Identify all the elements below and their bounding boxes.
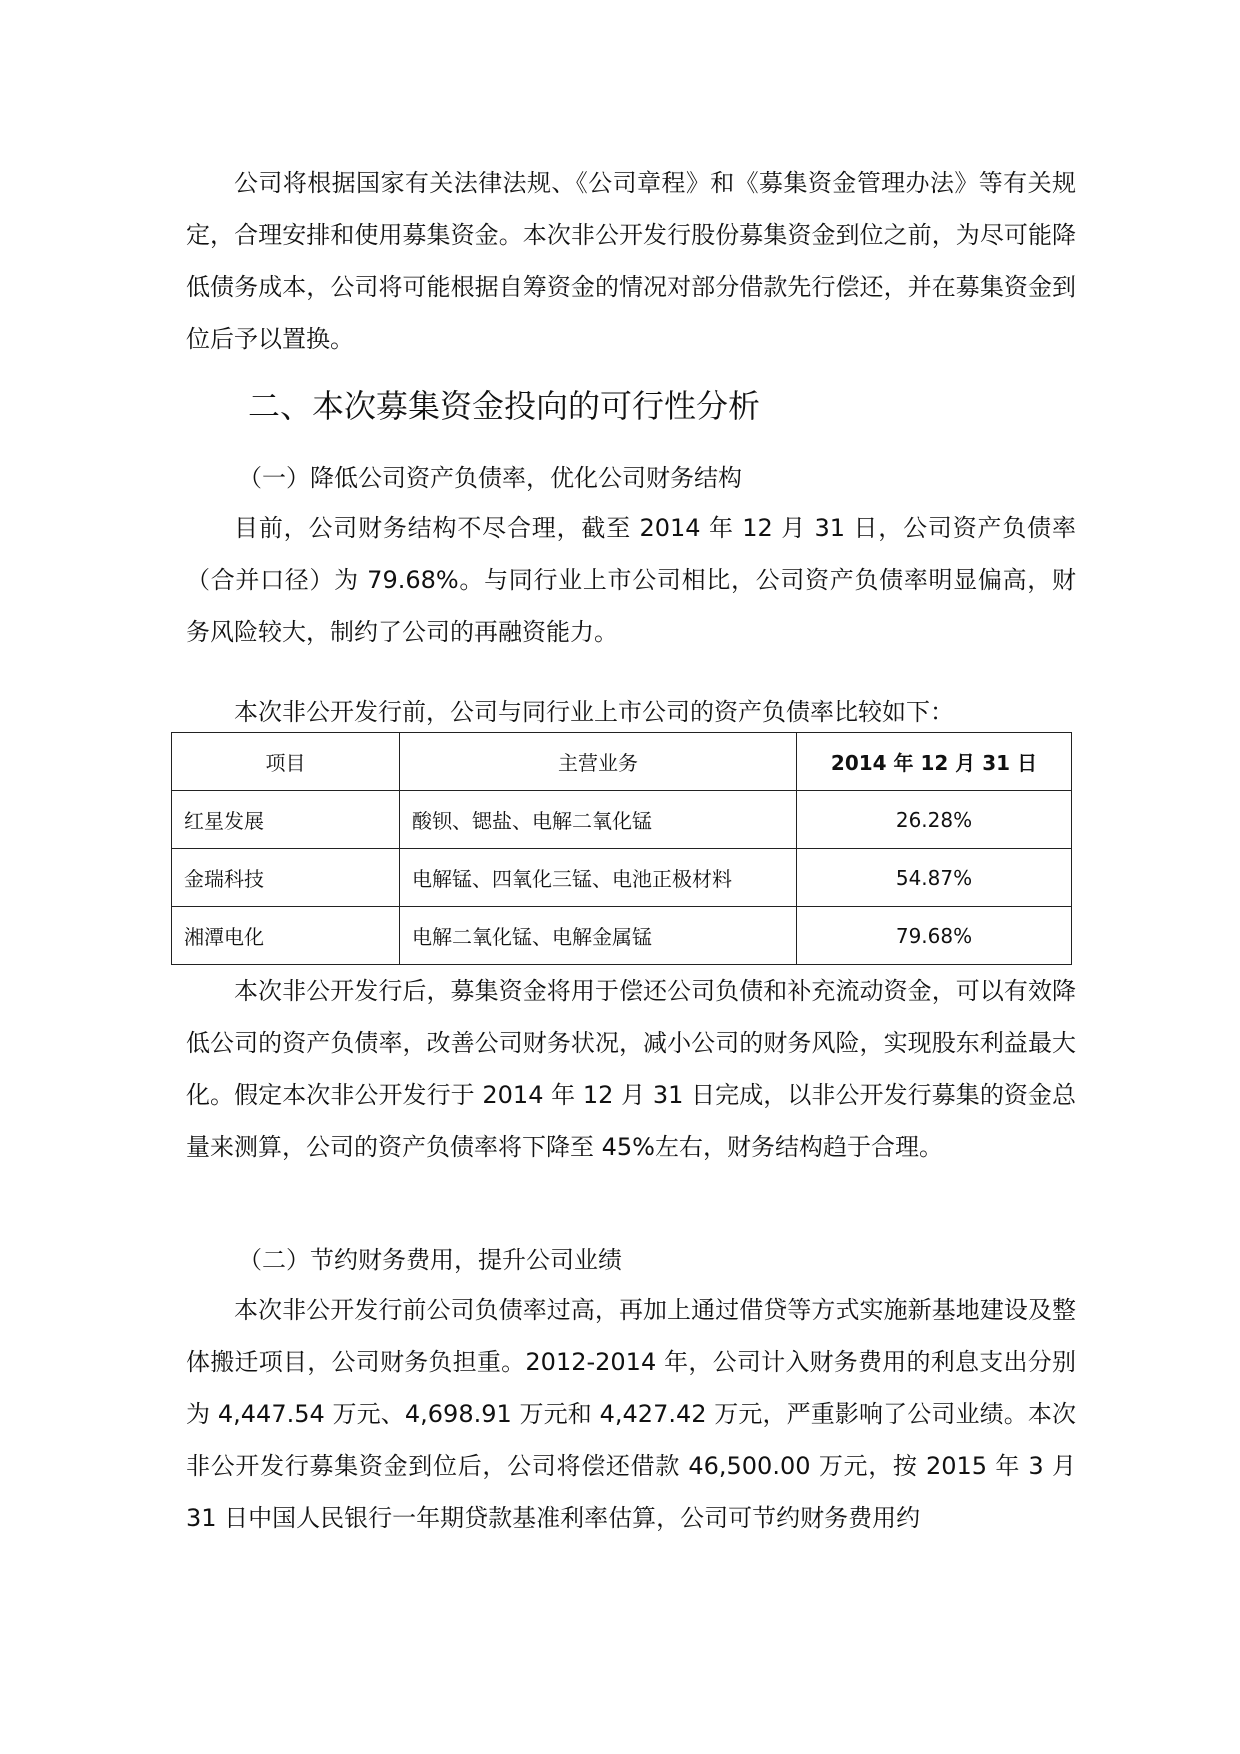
company-name: 湘潭电化 [172,907,400,965]
table-header-row [172,733,1072,791]
main-business: 电解锰、四氧化三锰、电池正极材料 [400,849,797,907]
main-business: 电解二氧化锰、电解金属锰 [400,907,797,965]
main-business: 酸钡、锶盐、电解二氧化锰 [400,791,797,849]
company-name: 红星发展 [172,791,400,849]
debt-ratio: 26.28% [797,791,1072,849]
subsection-2-paragraph: 本次非公开发行前公司负债率过高，再加上通过借贷等方式实施新基地建设及整体搬迁项目，公司财务负担重。2012-2014 年，公司计入财务费用的利息支出分别为 4,447.54 万元、4,698.91 万元和 4,427.42 万元，严重影响了公司业绩。本次非公开发行募集资金到位后，公司将偿还借款 46,500.00 万元，按 2015 年 3 月 31 日中国人民银行一年期贷款基准利率估算，公司可节约财务费用约 [186,1296,1076,1532]
header-business: 主营业务 [400,733,797,791]
table-caption: 本次非公开发行前，公司与同行业上市公司的资产负债率比较如下： [234,698,954,726]
debt-ratio-table [171,732,1072,965]
header-date: 2014 年 12 月 31 日 [797,733,1072,791]
table-row [172,791,1072,849]
subsection-1-title: （一）降低公司资产负债率，优化公司财务结构 [238,464,742,492]
company-name: 金瑞科技 [172,849,400,907]
subsection-1-paragraph: 目前，公司财务结构不尽合理，截至 2014 年 12 月 31 日，公司资产负债率（合并口径）为 79.68%。与同行业上市公司相比，公司资产负债率明显偏高，财务风险较大，制约了公司的再融资能力。 [186,514,1076,646]
section-heading: 二、本次募集资金投向的可行性分析 [248,387,761,425]
debt-ratio: 79.68% [797,907,1072,965]
subsection-2-title: （二）节约财务费用，提升公司业绩 [238,1246,622,1274]
intro-paragraph: 公司将根据国家有关法律法规、《公司章程》和《募集资金管理办法》等有关规定，合理安排和使用募集资金。本次非公开发行股份募集资金到位之前，为尽可能降低债务成本，公司将可能根据自筹资金的情况对部分借款先行偿还，并在募集资金到位后予以置换。 [186,169,1076,353]
debt-ratio: 54.87% [797,849,1072,907]
after-table-paragraph: 本次非公开发行后，募集资金将用于偿还公司负债和补充流动资金，可以有效降低公司的资产负债率，改善公司财务状况，减小公司的财务风险，实现股东利益最大化。假定本次非公开发行于 2014 年 12 月 31 日完成，以非公开发行募集的资金总量来测算，公司的资产负债率将下降至 45%左右，财务结构趋于合理。 [186,977,1076,1161]
header-item: 项目 [172,733,400,791]
table-row [172,849,1072,907]
table-row [172,907,1072,965]
